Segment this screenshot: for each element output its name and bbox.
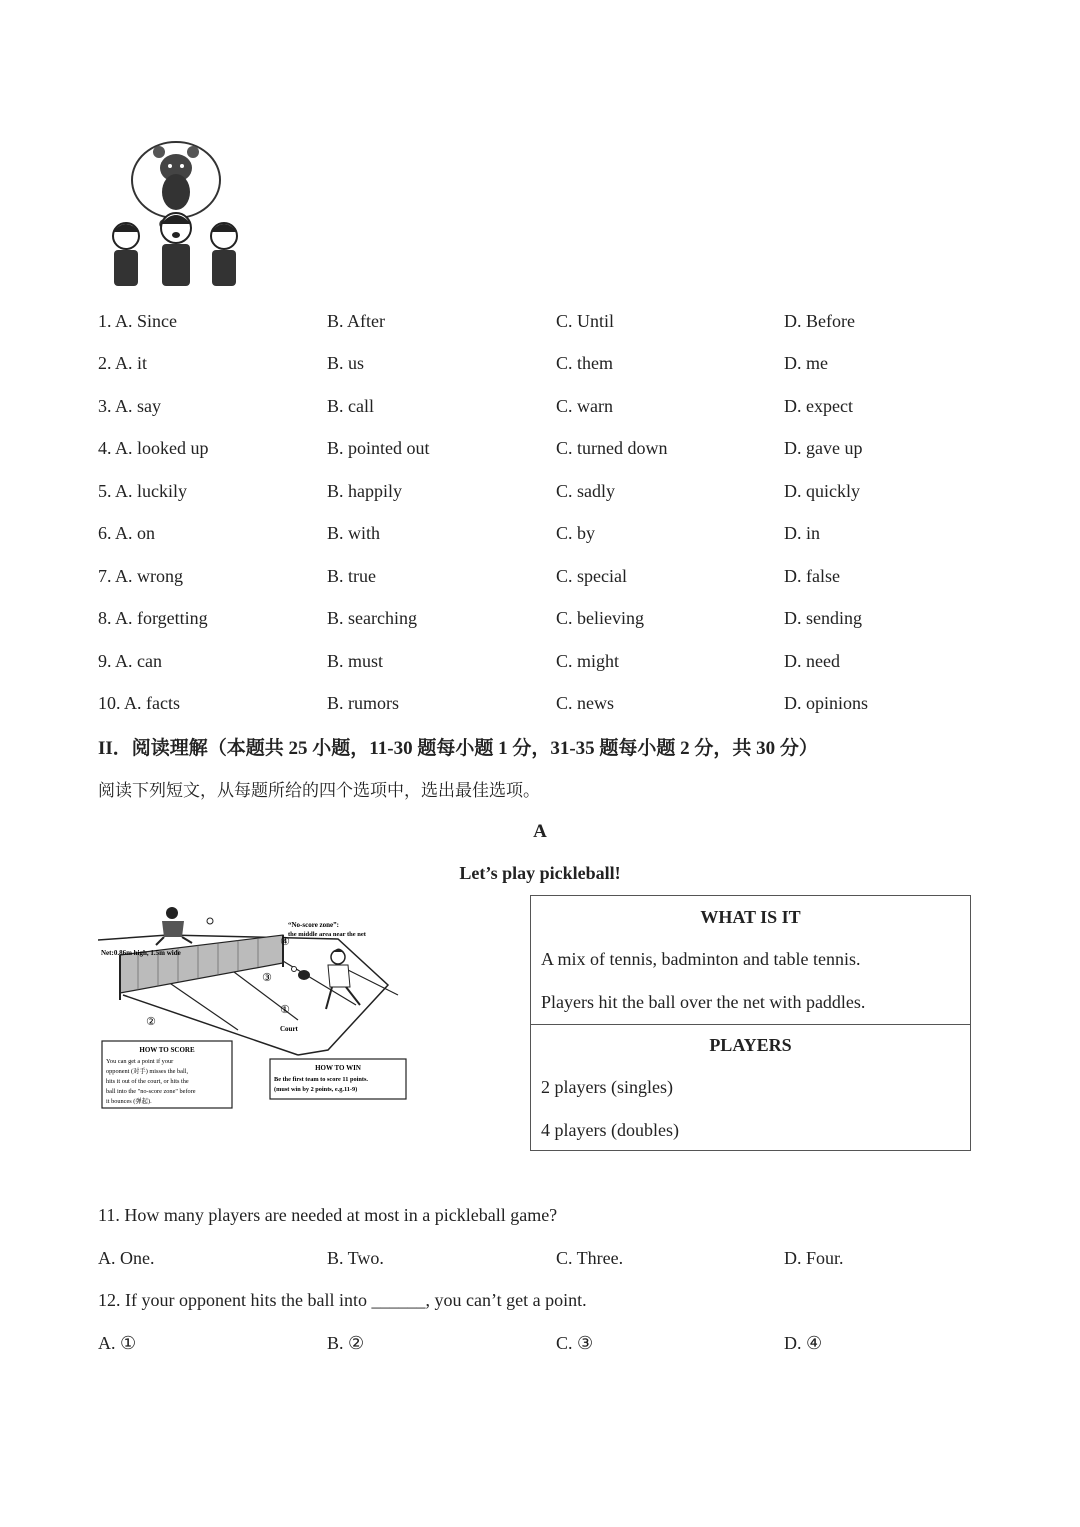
option-d: D. gave up (784, 438, 863, 458)
option-a: 3. A. say (98, 396, 161, 416)
choice-d: D. ④ (784, 1333, 823, 1353)
choice-b: B. ② (327, 1333, 365, 1353)
option-d: D. me (784, 353, 828, 373)
option-d: D. false (784, 566, 840, 586)
option-a: 6. A. on (98, 523, 156, 543)
how-to-score-line: You can get a point if your (106, 1058, 174, 1065)
option-c: C. might (556, 651, 620, 671)
what-is-it-section (531, 896, 970, 1025)
option-row (98, 566, 978, 596)
cartoon-illustration (104, 140, 244, 290)
option-b: B. must (327, 651, 384, 671)
question-choices (98, 1333, 978, 1363)
option-b: B. happily (327, 481, 402, 501)
option-d: D. expect (784, 396, 853, 416)
how-to-score-title: HOW TO SCORE (139, 1046, 195, 1054)
option-b: B. with (327, 523, 381, 543)
passage-letter: A (533, 821, 547, 842)
option-b: B. call (327, 396, 374, 416)
choice-a: A. One. (98, 1248, 155, 1268)
option-row (98, 481, 978, 511)
option-row (98, 438, 978, 468)
choice-b: B. Two. (327, 1248, 384, 1268)
option-b: B. searching (327, 608, 417, 628)
zone-marker-2: ② (146, 1015, 156, 1028)
option-row (98, 311, 978, 341)
zone-marker-3: ③ (262, 971, 272, 984)
option-c: C. by (556, 523, 596, 543)
what-is-it-line: A mix of tennis, badminton and table tennis. (541, 949, 861, 969)
option-a: 7. A. wrong (98, 566, 183, 586)
how-to-score-line: hits it out of the court, or hits the (106, 1078, 189, 1085)
option-row (98, 693, 978, 723)
option-row (98, 396, 978, 426)
option-c: C. special (556, 566, 627, 586)
option-a: 4. A. looked up (98, 438, 209, 458)
how-to-score-line: it bounces (弹起). (106, 1098, 152, 1105)
net-label: Net:0.86m high, 1.5m wide (101, 949, 181, 957)
how-to-win-line: (must win by 2 points, e.g.11-9) (274, 1086, 358, 1093)
section-heading: II．阅读理解（本题共 25 小题，11-30 题每小题 1 分，31-35 题每小题 2 分，共 30 分） (98, 738, 818, 759)
how-to-score-line: ball into the "no-score zone" before (106, 1088, 196, 1095)
option-a: 5. A. luckily (98, 481, 187, 501)
option-c: C. believing (556, 608, 644, 628)
option-c: C. warn (556, 396, 613, 416)
option-b: B. pointed out (327, 438, 430, 458)
option-b: B. us (327, 353, 365, 373)
option-a: 9. A. can (98, 651, 162, 671)
option-d: D. need (784, 651, 840, 671)
choice-c: C. Three. (556, 1248, 624, 1268)
players-line: 2 players (singles) (541, 1077, 673, 1097)
how-to-score-line: opponent (对手) misses the ball, (106, 1068, 189, 1075)
info-table (530, 895, 971, 1151)
option-d: D. sending (784, 608, 862, 628)
question-stem: 11. How many players are needed at most in a pickleball game? (98, 1205, 558, 1225)
no-score-zone-desc: the middle area near the net (288, 931, 366, 938)
option-b: B. After (327, 311, 385, 331)
option-b: B. true (327, 566, 376, 586)
court-label: Court (280, 1025, 298, 1033)
option-a: 1. A. Since (98, 311, 177, 331)
how-to-win-line: Be the first team to score 11 points. (274, 1076, 368, 1083)
option-a: 8. A. forgetting (98, 608, 208, 628)
choice-c: C. ③ (556, 1333, 594, 1353)
zone-marker-1: ① (280, 1003, 290, 1016)
choice-a: A. ① (98, 1333, 137, 1353)
what-is-it-heading: WHAT IS IT (700, 907, 801, 927)
option-d: D. quickly (784, 481, 860, 501)
how-to-win-title: HOW TO WIN (315, 1064, 361, 1072)
section-instruction: 阅读下列短文，从每题所给的四个选项中，选出最佳选项。 (98, 781, 540, 800)
what-is-it-line: Players hit the ball over the net with paddles. (541, 992, 866, 1012)
option-d: D. in (784, 523, 820, 543)
option-c: C. news (556, 693, 614, 713)
option-b: B. rumors (327, 693, 399, 713)
option-d: D. Before (784, 311, 855, 331)
players-section (531, 1024, 970, 1150)
option-c: C. them (556, 353, 613, 373)
choice-d: D. Four. (784, 1248, 844, 1268)
question-choices (98, 1248, 978, 1278)
zone-marker-4: ④ (280, 935, 290, 948)
option-row (98, 523, 978, 553)
option-c: C. sadly (556, 481, 616, 501)
option-c: C. Until (556, 311, 615, 331)
option-a: 2. A. it (98, 353, 148, 373)
pickleball-court-figure (98, 905, 410, 1111)
option-a: 10. A. facts (98, 693, 180, 713)
option-c: C. turned down (556, 438, 668, 458)
players-line: 4 players (doubles) (541, 1120, 679, 1140)
option-row (98, 608, 978, 638)
passage-title: Let’s play pickleball! (459, 863, 621, 883)
option-row (98, 353, 978, 383)
option-d: D. opinions (784, 693, 869, 713)
no-score-zone-title: “No-score zone”: (288, 921, 339, 929)
question-stem: 12. If your opponent hits the ball into ______, you can’t get a point. (98, 1290, 587, 1310)
option-row (98, 651, 978, 681)
players-heading: PLAYERS (709, 1035, 792, 1055)
